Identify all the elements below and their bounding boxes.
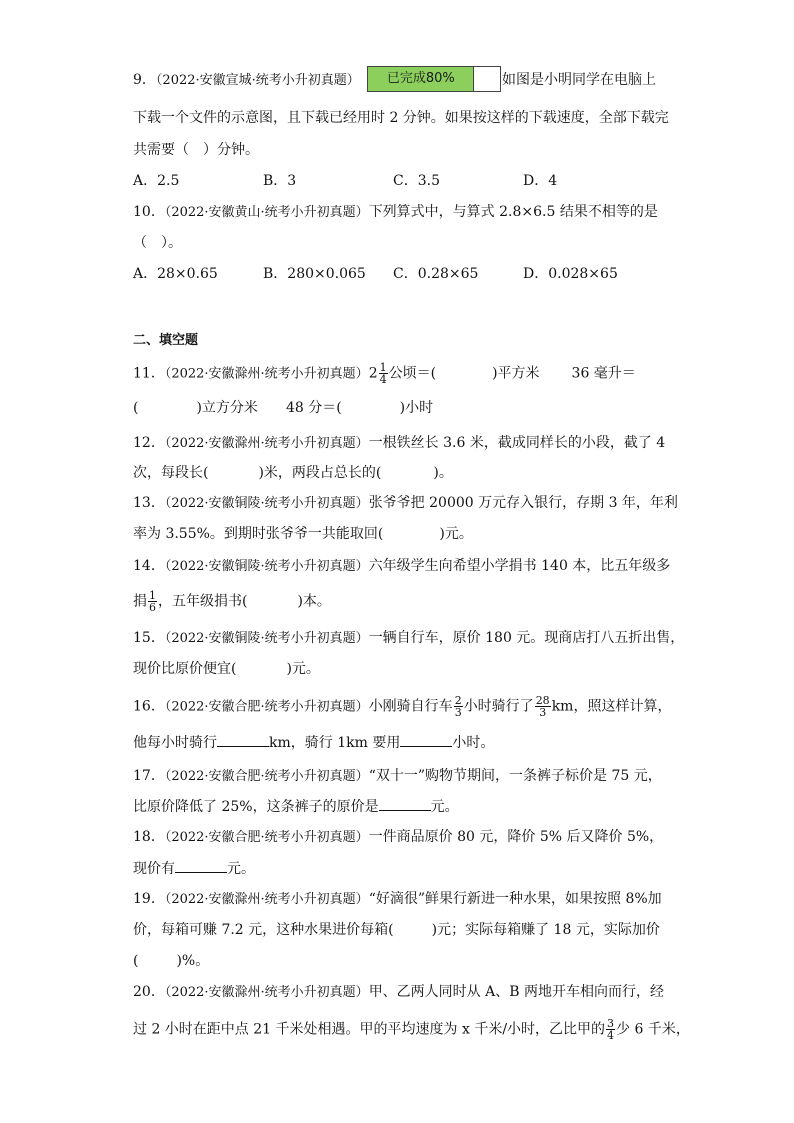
question-number: 14． [133, 558, 165, 574]
question-source: （2022·安徽合肥·统考小升初真题） [164, 699, 369, 715]
question-14-line-2 [133, 590, 331, 613]
question-16-line-2 [133, 732, 494, 753]
question-source: （2022·安徽铜陵·统考小升初真题） [164, 559, 369, 574]
option-d[interactable]: D．4 [523, 173, 558, 189]
question-text: 小时。 [452, 735, 495, 751]
question-9-line-1 [133, 70, 360, 91]
question-text: “好滴很”鲜果行新进一种水果，如果按照 8%加 [368, 891, 662, 907]
question-9-options [133, 171, 653, 191]
question-11-line-1 [133, 362, 636, 385]
question-text: 元。 [430, 799, 459, 815]
section-title: 二、填空题 [133, 333, 199, 348]
question-10-options [133, 264, 653, 284]
option-d[interactable]: D．0.028×65 [523, 266, 618, 282]
question-10-line-1 [133, 202, 658, 223]
question-number: 16． [133, 698, 165, 715]
question-source: （2022·安徽滁州·统考小升初真题） [164, 892, 369, 907]
question-source: （2022·安徽合肥·统考小升初真题） [164, 830, 369, 845]
fraction: $\frac{1}{6}$ [149, 589, 156, 614]
question-source: （2022·安徽滁州·统考小升初真题） [164, 436, 369, 451]
fraction: $\frac{2}{3}$ [454, 694, 462, 719]
question-text: 下列算式中，与算式 2.8×6.5 结果不相等的是 [368, 204, 658, 220]
question-text: 少 6 千米， [616, 1021, 690, 1038]
question-text: 比原价降低了 25%，这条裤子的原价是 [133, 799, 379, 815]
question-20-line-1 [133, 982, 664, 1003]
question-text: 捐 [133, 593, 147, 610]
question-9-line-3: 共需要（ ）分钟。 [133, 142, 259, 158]
question-9-line-2: 下载一个文件的示意图，且下载已经用时 2 分钟。如果按这样的下载速度，全部下载完 [133, 110, 669, 126]
question-17-line-2 [133, 796, 459, 817]
option-a[interactable]: A．2.5 [133, 173, 180, 189]
question-source: （2022·安徽合肥·统考小升初真题） [164, 769, 369, 784]
question-text: 元。 [227, 861, 255, 877]
question-12-line-1 [133, 433, 665, 454]
question-number: 17． [133, 768, 165, 784]
question-number: 11． [133, 365, 165, 382]
question-number: 19． [133, 891, 165, 907]
question-text: 一件商品原价 80 元，降价 5% 后又降价 5%， [368, 829, 664, 845]
question-text: )元；实际每箱赚了 18 元，实际加价 [431, 922, 660, 938]
mixed-number-whole: 2 [368, 365, 378, 382]
question-source: （2022·安徽铜陵·统考小升初真题） [164, 496, 369, 511]
question-number: 15． [133, 630, 165, 646]
question-text: )米，两段占总长的( [258, 465, 382, 481]
question-10-line-2: （ ）。 [133, 235, 182, 251]
fraction: $\frac{1}{4}$ [379, 361, 387, 386]
question-text: 小时骑行了 [463, 698, 534, 715]
question-text: 48 分＝( [285, 400, 342, 416]
question-12-line-2 [133, 463, 453, 483]
question-text: )。 [433, 465, 453, 481]
question-number: 13． [133, 495, 165, 511]
question-text: 率为 3.55%。到期时张爷爷一共能取回( [133, 526, 384, 542]
answer-blank[interactable] [379, 796, 431, 811]
question-19-line-1 [133, 889, 662, 910]
question-text: )立方分米 [196, 400, 258, 416]
question-text: 现价比原价便宜( [133, 661, 237, 677]
question-text: 过 2 小时在距中点 21 千米处相遇。甲的平均速度为 x 千米/小时，乙比甲的 [133, 1021, 606, 1038]
question-text: 六年级学生向希望小学捐书 140 本，比五年级多 [368, 558, 671, 574]
question-source: （2022·安徽宣城·统考小升初真题） [155, 73, 360, 88]
question-number: 20． [133, 984, 165, 1000]
question-text: 张爷爷把 20000 万元存入银行，存期 3 年，年利 [368, 495, 678, 511]
question-20-line-2 [133, 1018, 690, 1041]
question-text: )%。 [176, 953, 210, 969]
question-19-line-2 [133, 920, 660, 940]
question-text: 次，每段长( [133, 465, 209, 481]
question-text: 36 毫升＝ [571, 365, 636, 382]
question-number: 9． [133, 72, 156, 88]
question-source: （2022·安徽铜陵·统考小升初真题） [164, 631, 369, 646]
question-text: ( [133, 400, 139, 416]
answer-blank[interactable] [400, 732, 452, 747]
question-text: )小时 [399, 400, 434, 416]
question-text: )本。 [297, 593, 331, 610]
question-number: 12． [133, 435, 165, 451]
answer-blank[interactable] [175, 858, 227, 873]
question-number: 10． [133, 204, 165, 220]
question-text: ，五年级捐书( [158, 593, 248, 610]
download-progress-bar [367, 66, 501, 92]
question-text: 价，每箱可赚 7.2 元，这种水果进价每箱( [133, 922, 394, 938]
question-text: 公顷＝( [388, 365, 437, 382]
question-source: （2022·安徽滁州·统考小升初真题） [164, 985, 369, 1000]
fraction: $\frac{3}{4}$ [607, 1017, 615, 1042]
question-19-line-3 [133, 951, 209, 971]
question-11-line-2 [133, 398, 433, 418]
question-18-line-1 [133, 827, 663, 848]
question-14-line-1 [133, 556, 670, 577]
question-text: )元。 [439, 526, 473, 542]
question-text: 一根铁丝长 3.6 米，截成同样长的小段，截了 4 [368, 435, 666, 451]
option-c[interactable]: C．0.28×65 [393, 266, 479, 282]
question-9-text: 如图是小明同学在电脑上 [502, 72, 656, 88]
question-13-line-1 [133, 493, 678, 514]
question-text: 他每小时骑行 [133, 735, 217, 751]
question-15-line-1 [133, 628, 684, 649]
progress-label: 已完成80% [386, 71, 455, 86]
question-number: 18． [133, 829, 165, 845]
question-15-line-2 [133, 659, 320, 679]
question-13-line-2 [133, 524, 473, 544]
question-source: （2022·安徽滁州·统考小升初真题） [164, 366, 369, 382]
option-c[interactable]: C．3.5 [393, 173, 440, 189]
option-b[interactable]: B．3 [263, 173, 297, 189]
question-text: km，骑行 1km 要用 [269, 735, 401, 751]
question-text: )元。 [286, 661, 320, 677]
option-a[interactable]: A．28×0.65 [133, 266, 218, 282]
question-text: 一辆自行车，原价 180 元。现商店打八五折出售， [368, 630, 685, 646]
question-17-line-1 [133, 766, 662, 787]
question-text: 甲、乙两人同时从 A、B 两地开车相向而行，经 [368, 984, 664, 1000]
question-text: ( [133, 953, 139, 969]
question-text: km，照这样计算， [551, 698, 672, 715]
question-text: )平方米 [492, 365, 540, 382]
question-text: 现价有 [133, 861, 175, 877]
answer-blank[interactable] [217, 732, 269, 747]
fraction: $\frac{28}{3}$ [535, 694, 550, 719]
question-text: “双十一”购物节期间，一条裤子标价是 75 元， [368, 768, 662, 784]
question-text: 小刚骑自行车 [368, 698, 453, 715]
question-16-line-1 [133, 695, 671, 718]
option-b[interactable]: B．280×0.065 [263, 266, 366, 282]
question-source: （2022·安徽黄山·统考小升初真题） [164, 205, 369, 220]
question-18-line-2 [133, 858, 255, 879]
